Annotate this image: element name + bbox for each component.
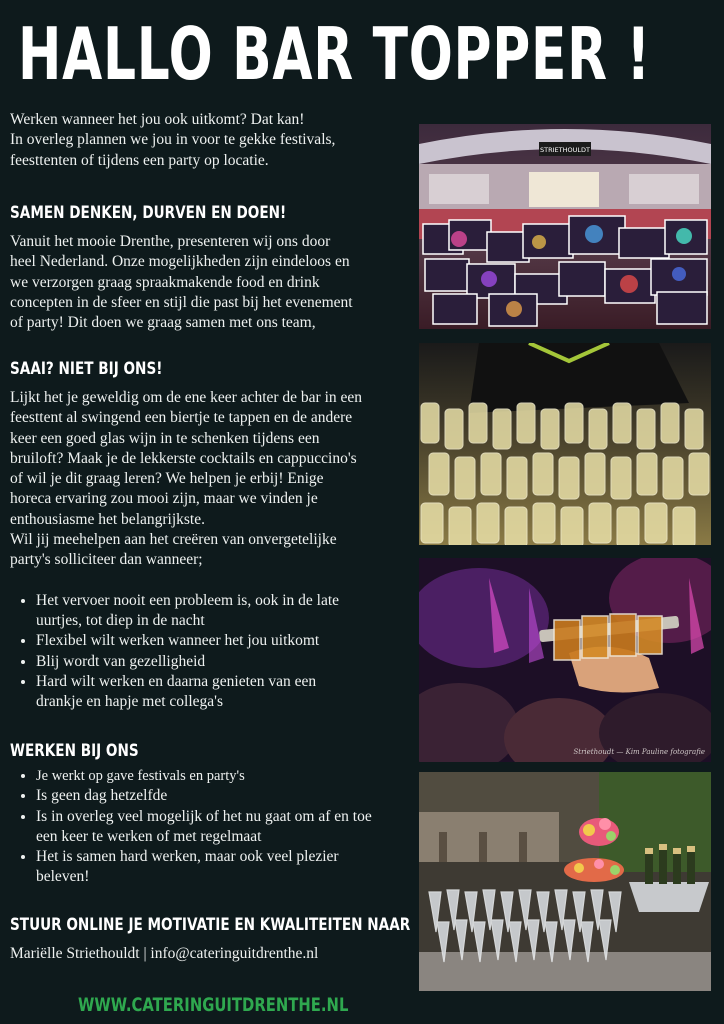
paragraph-line: we verzorgen graag spraakmakende food en drink — [10, 273, 320, 291]
paragraph-line: bruiloft? Maak je de lekkerste cocktails en cappuccino's — [10, 449, 357, 467]
svg-text:STRIETHOULDT: STRIETHOULDT — [540, 146, 590, 154]
list-item: • Is in overleg veel mogelijk of het nu gaat om af en toe een keer te werken of met regelmaat — [36, 807, 406, 848]
requirements-list — [10, 591, 406, 713]
section-heading: STUUR ONLINE JE MOTIVATIE EN KWALITEITEN NAAR — [10, 915, 411, 935]
section-heading: SAMEN DENKEN, DURVEN EN DOEN! — [10, 203, 287, 223]
intro-line: In overleg plannen we jou in voor te gekke festivals, — [10, 131, 336, 149]
section-contact — [10, 914, 411, 964]
list-item: • Flexibel wilt werken wanneer het jou uitkomt — [36, 631, 406, 651]
paragraph-line: Lijkt het je geweldig om de ene keer achter de bar in een — [10, 389, 363, 406]
section-heading: WERKEN BIJ ONS — [10, 741, 139, 761]
list-item: • Is geen dag hetzelfde — [36, 786, 406, 806]
paragraph-line: enthousiasme het belangrijkste. — [10, 510, 205, 528]
party-crowd-photo — [419, 558, 711, 762]
paragraph-line: Wil jij meehelpen aan het creëren van onvergetelijke — [10, 531, 337, 549]
website-link[interactable]: WWW.CATERINGUITDRENTHE.NL — [78, 994, 349, 1016]
benefits-list — [10, 766, 406, 888]
paragraph-line: of wil je dit graag leren? We helpen je erbij! Enige — [10, 470, 324, 488]
paragraph-line: horeca ervaring zou mooi zijn, maar we vinden je — [10, 490, 318, 508]
list-item: • Blij wordt van gezelligheid — [36, 652, 406, 672]
paragraph-line: of party! Dit doen we graag samen met ons team, — [10, 314, 316, 332]
section-saai — [10, 358, 406, 712]
paragraph-line: party's solliciteer dan wanneer; — [10, 551, 203, 569]
section-werken-bij-ons — [10, 740, 406, 888]
svg-text:Striethoudt — Kim Pauline foto: Striethoudt — Kim Pauline fotografie — [573, 748, 705, 756]
paragraph-line: concepten in de sfeer en stijl die past bij het evenement — [10, 293, 353, 311]
list-item: • Het is samen hard werken, maar ook veel plezier beleven! — [36, 847, 406, 888]
paragraph-line: heel Nederland. Onze mogelijkheden zijn eindeloos en — [10, 253, 350, 271]
intro-text — [10, 110, 406, 171]
list-item: • Je werkt op gave festivals en party's — [36, 766, 406, 786]
section-heading: SAAI? NIET BIJ ONS! — [10, 359, 163, 379]
page-title: HALLO BAR TOPPER ! — [18, 12, 651, 96]
champagne-glasses-photo — [419, 343, 711, 545]
section-samen-denken — [10, 202, 406, 333]
paragraph-line: keer een goed glas wijn in te schenken tijdens een — [10, 429, 320, 447]
list-item: • Het vervoer nooit een probleem is, ook in de late uurtjes, tot diep in de nacht — [36, 591, 406, 632]
paragraph-line: Vanuit het mooie Drenthe, presenteren wij ons door — [10, 233, 331, 250]
contact-line: Mariëlle Striethouldt | info@cateringuitdrenthe.nl — [10, 945, 319, 962]
intro-line: Werken wanneer het jou ook uitkomt? Dat kan! — [10, 111, 305, 128]
paragraph-line: feesttent al swingend een biertje te tappen en de andere — [10, 409, 353, 427]
event-tent-photo — [419, 124, 711, 329]
list-item: • Hard wilt werken en daarna genieten van een drankje en hapje met collega's — [36, 672, 406, 713]
champagne-buffet-photo — [419, 772, 711, 991]
intro-line: feesttenten of tijdens een party op locatie. — [10, 151, 269, 169]
